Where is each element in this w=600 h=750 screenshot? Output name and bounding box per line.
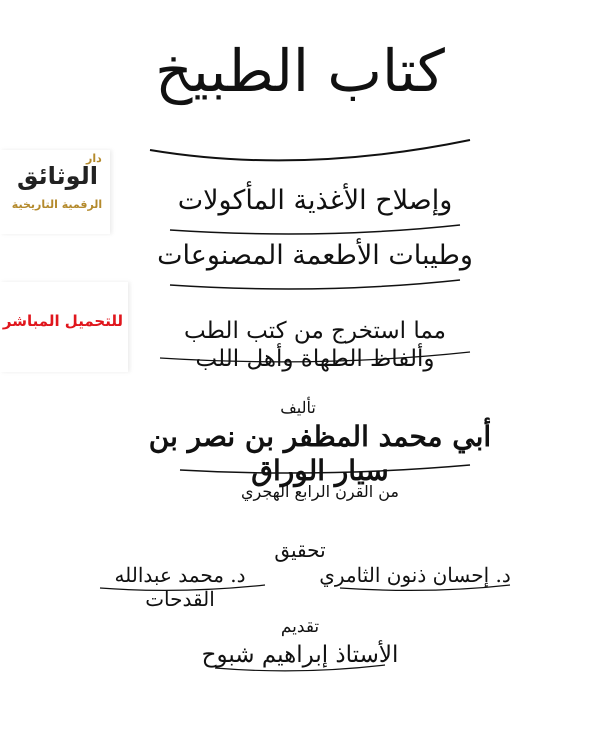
dar-alwathaiq-logo[interactable] [0,150,110,234]
subtitle-line-1: وإصلاح الأغذية المأكولات [177,185,453,216]
subtitle-line-2: وطيبات الأطعمة المصنوعات [157,240,473,271]
editor-2: د. محمد عبدالله القدحات [114,563,246,611]
direct-download-button[interactable] [0,282,128,372]
edited-label: تحقيق [274,538,326,562]
author-century: من القرن الرابع الهجري [241,482,399,501]
presenter-name: الأستاذ إبراهيم شبوح [201,642,399,668]
book-title: كتاب الطبيخ [155,37,445,105]
author-name: أبي محمد المظفر بن نصر بن سيار الوراق [148,420,492,487]
authored-label: تأليف [280,398,316,417]
logo-sub-text: الرقمية التاريخية [11,198,103,211]
download-label: للتحميل المباشر [2,312,124,330]
logo-main-text: الوثائق [17,162,98,190]
subtitle-line-3: مما استخرج من كتب الطب وألفاظ الطهاة وأهل اللب [183,318,446,372]
intro-label: تقديم [280,617,320,637]
logo-dar-text: دار [86,152,102,165]
editor-1: د. إحسان ذنون الثامري [319,563,511,587]
